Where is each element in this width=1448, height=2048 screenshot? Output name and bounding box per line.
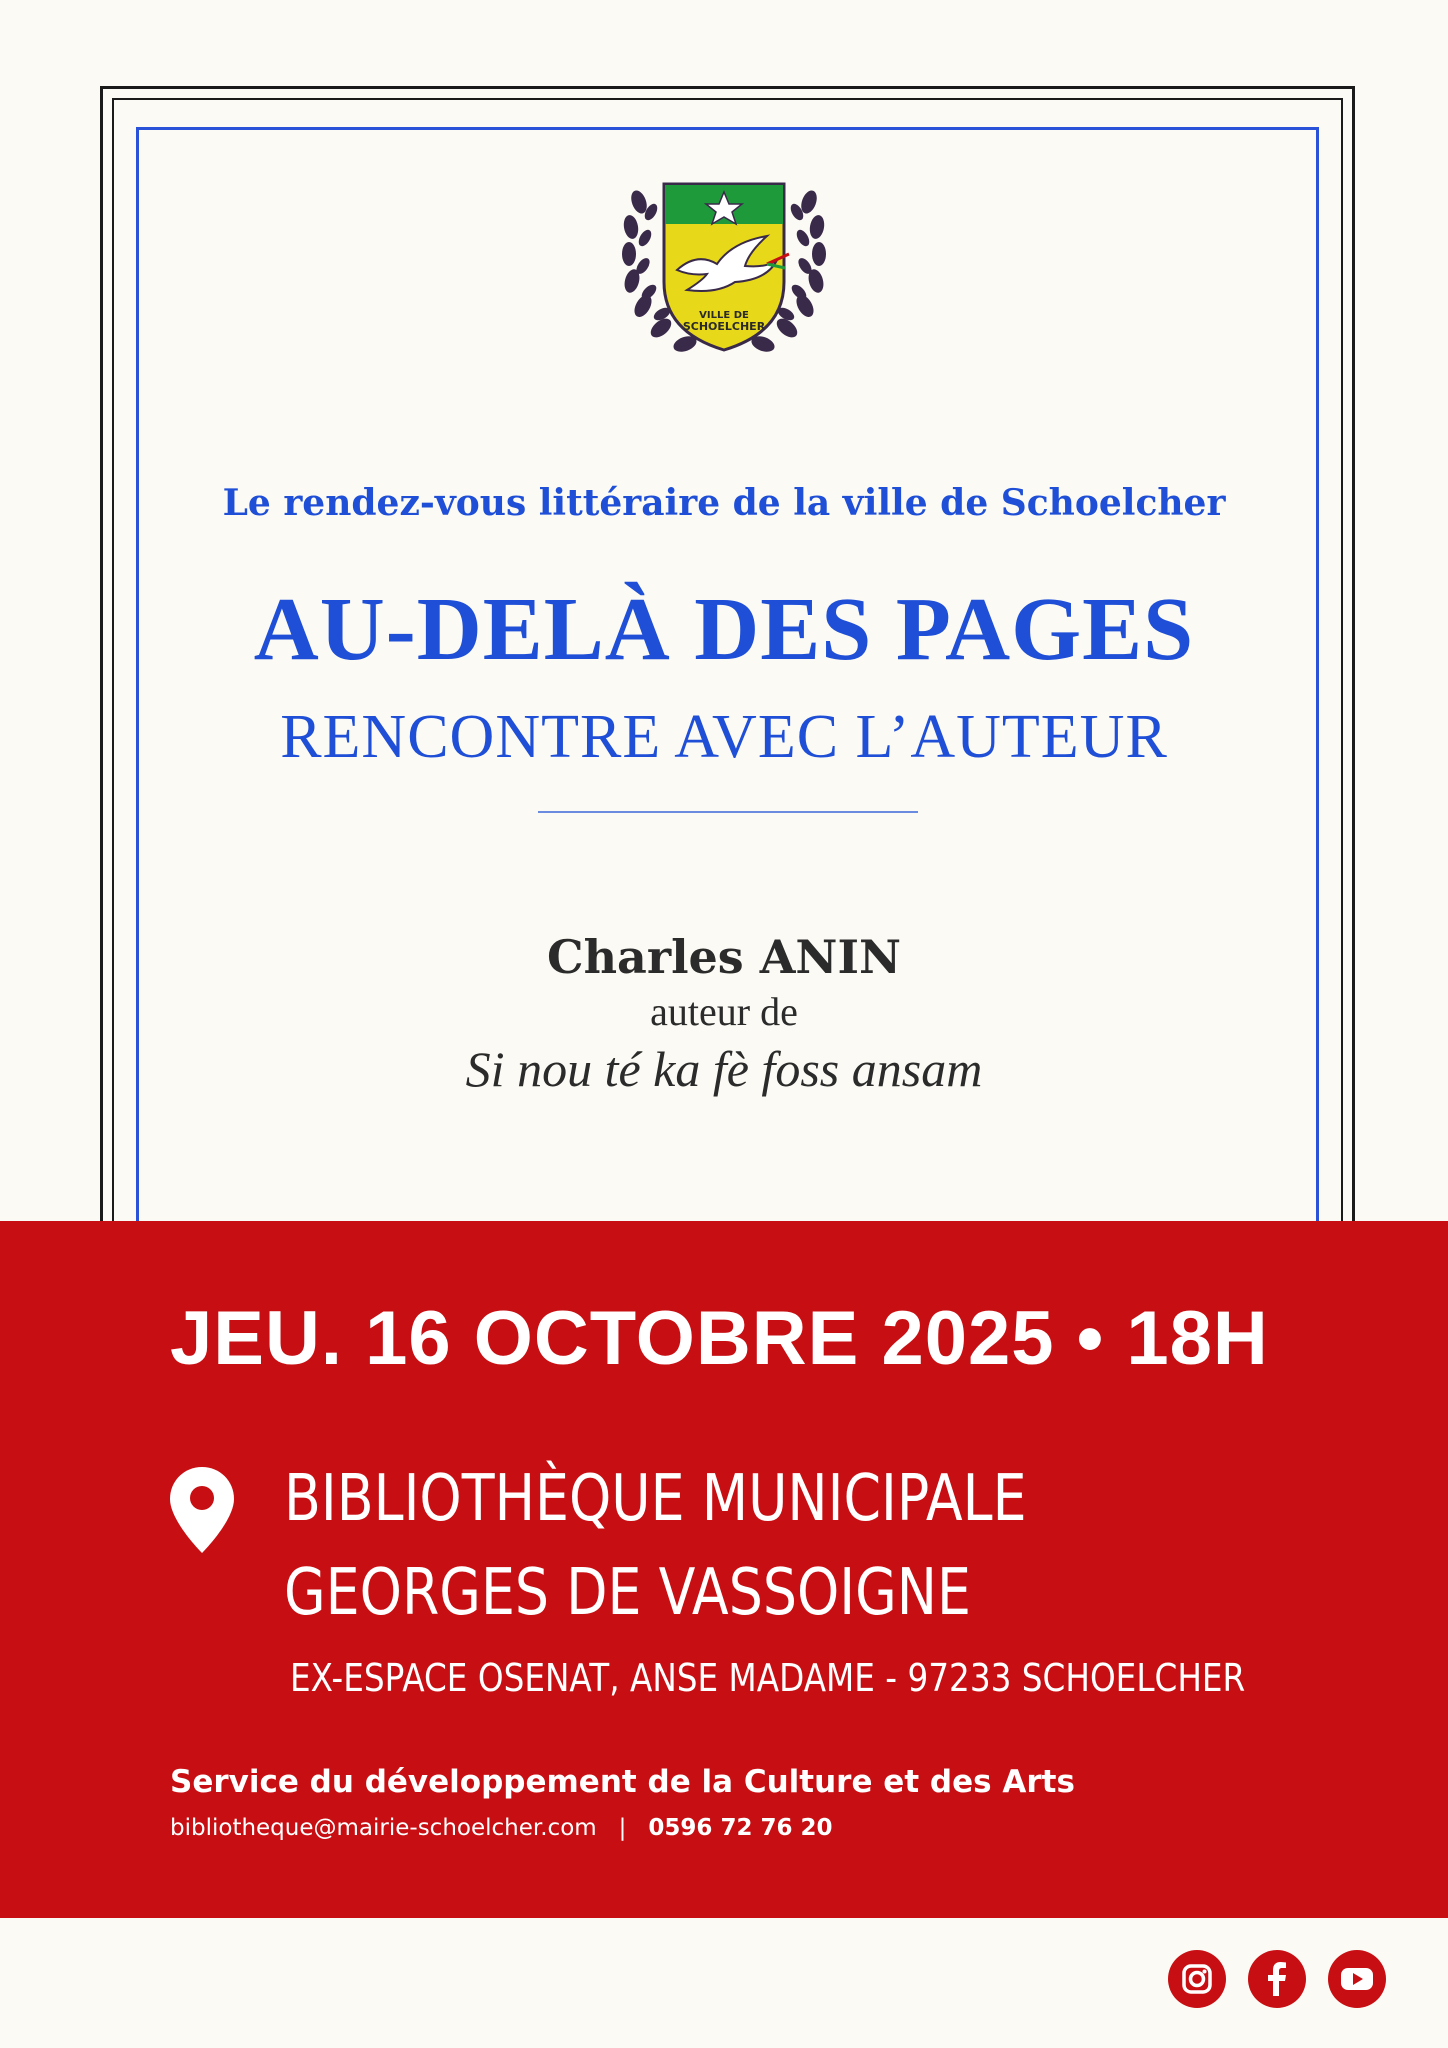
- location-pin-icon: [168, 1465, 236, 1555]
- event-datetime: JEU. 16 OCTOBRE 2025 • 18H: [170, 1296, 1269, 1381]
- venue-name-line2: GEORGES DE VASSOIGNE: [284, 1556, 971, 1630]
- event-title: AU-DELÀ DES PAGES: [253, 580, 1195, 679]
- venue-address: EX-ESPACE OSENAT, ANSE MADAME - 97233 SCHOELCHER: [290, 1656, 1246, 1700]
- event-subtitle: RENCONTRE AVEC L’AUTEUR: [280, 703, 1168, 771]
- event-tagline: Le rendez-vous littéraire de la ville de Schoelcher: [222, 482, 1226, 524]
- title-divider: [538, 811, 918, 813]
- book-title: Si nou té ka fè foss ansam: [465, 1041, 983, 1097]
- youtube-icon[interactable]: [1328, 1950, 1386, 2008]
- social-links: [1168, 1950, 1388, 2010]
- venue-name-line1: BIBLIOTHÈQUE MUNICIPALE: [284, 1462, 1027, 1536]
- crest-text-line1: VILLE DE: [699, 310, 749, 321]
- facebook-icon[interactable]: [1248, 1950, 1306, 2008]
- contact-separator: |: [618, 1815, 627, 1841]
- author-name: Charles ANIN: [546, 930, 902, 984]
- contact-phone[interactable]: 0596 72 76 20: [648, 1815, 833, 1841]
- contact-line: [170, 1815, 832, 1841]
- instagram-icon[interactable]: [1168, 1950, 1226, 2008]
- crest-text-line2: SCHOELCHER: [682, 320, 766, 333]
- organizer-service: Service du développement de la Culture et des Arts: [170, 1764, 1075, 1800]
- contact-email[interactable]: bibliotheque@mairie-schoelcher.com: [170, 1815, 597, 1841]
- author-intro: auteur de: [650, 989, 798, 1034]
- city-crest-logo: [617, 172, 831, 362]
